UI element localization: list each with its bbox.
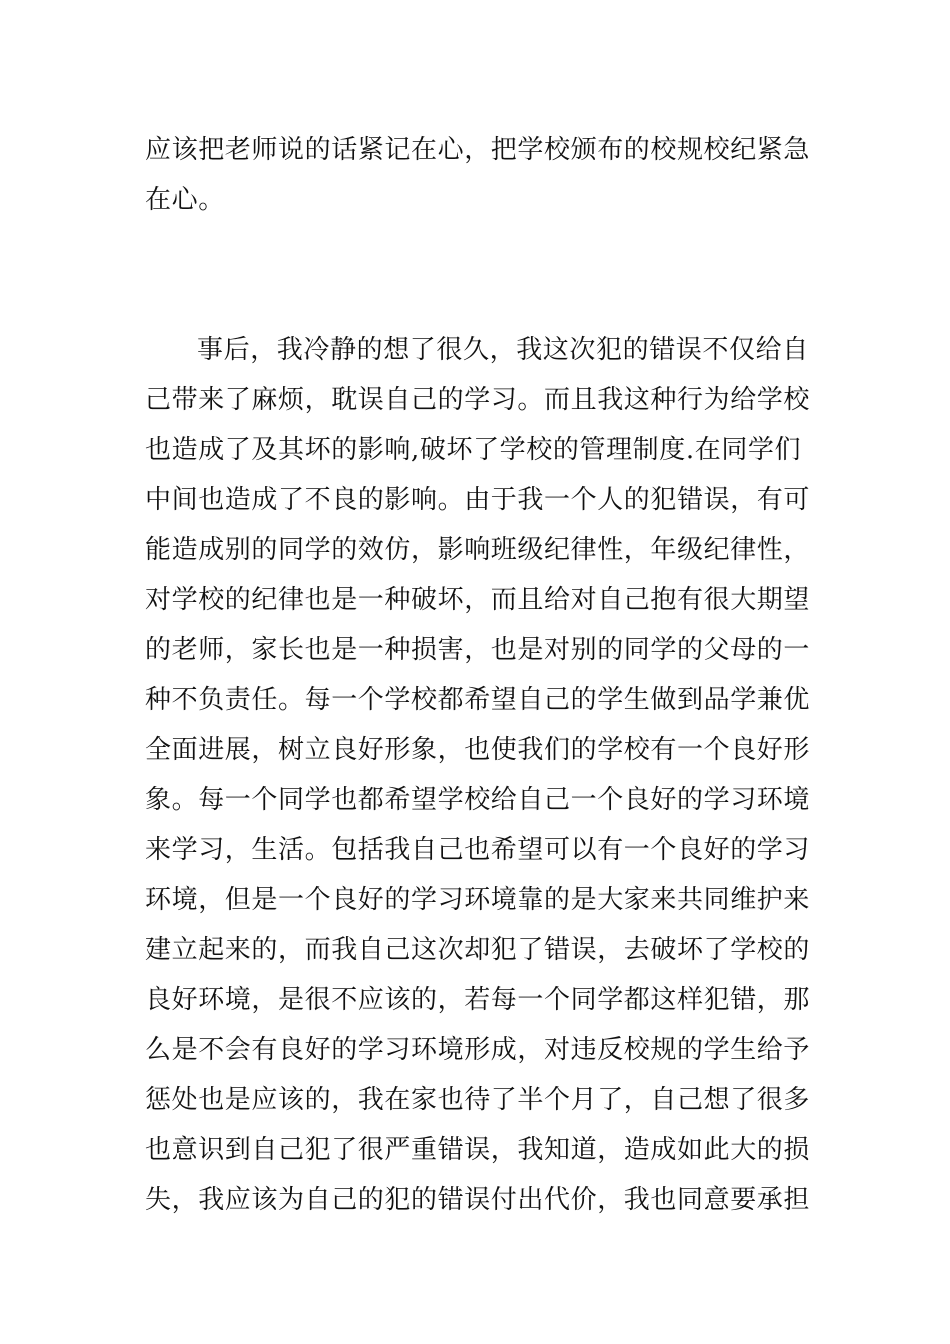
paragraph-2-line-6: 对学校的纪律也是一种破坏，而且给对自己抱有很大期望 xyxy=(145,585,811,615)
paragraph-2-line-17: 也意识到自己犯了很严重错误，我知道，造成如此大的损 xyxy=(145,1135,811,1165)
paragraph-2-line-10: 象。每一个同学也都希望学校给自己一个良好的学习环境 xyxy=(145,785,811,815)
paragraph-2-line-1: 事后，我冷静的想了很久，我这次犯的错误不仅给自 xyxy=(197,335,809,365)
paragraph-2-line-11: 来学习，生活。包括我自己也希望可以有一个良好的学习 xyxy=(145,835,811,865)
paragraph-2-line-16: 惩处也是应该的，我在家也待了半个月了，自己想了很多 xyxy=(145,1085,811,1115)
paragraph-2-line-4: 中间也造成了不良的影响。由于我一个人的犯错误，有可 xyxy=(145,485,811,515)
paragraph-2-line-9: 全面进展，树立良好形象，也使我们的学校有一个良好形 xyxy=(145,735,811,765)
paragraph-2-line-14: 良好环境，是很不应该的，若每一个同学都这样犯错，那 xyxy=(145,985,811,1015)
paragraph-1-line-2: 在心。 xyxy=(145,185,225,215)
paragraph-2-line-8: 种不负责任。每一个学校都希望自己的学生做到品学兼优 xyxy=(145,685,811,715)
paragraph-2-line-5: 能造成别的同学的效仿，影响班级纪律性，年级纪律性， xyxy=(145,535,811,565)
paragraph-1-line-1: 应该把老师说的话紧记在心，把学校颁布的校规校纪紧急 xyxy=(145,135,811,165)
paragraph-2-line-12: 环境，但是一个良好的学习环境靠的是大家来共同维护来 xyxy=(145,885,811,915)
paragraph-2-line-15: 么是不会有良好的学习环境形成，对违反校规的学生给予 xyxy=(145,1035,811,1065)
paragraph-2-line-18: 失，我应该为自己的犯的错误付出代价，我也同意要承担 xyxy=(145,1185,811,1215)
paragraph-2-line-2: 己带来了麻烦，耽误自己的学习。而且我这种行为给学校 xyxy=(145,385,811,415)
paragraph-2-line-7: 的老师，家长也是一种损害，也是对别的同学的父母的一 xyxy=(145,635,811,665)
paragraph-2-line-3: 也造成了及其坏的影响,破坏了学校的管理制度.在同学们 xyxy=(145,435,802,465)
paragraph-2-line-13: 建立起来的，而我自己这次却犯了错误，去破坏了学校的 xyxy=(145,935,811,965)
